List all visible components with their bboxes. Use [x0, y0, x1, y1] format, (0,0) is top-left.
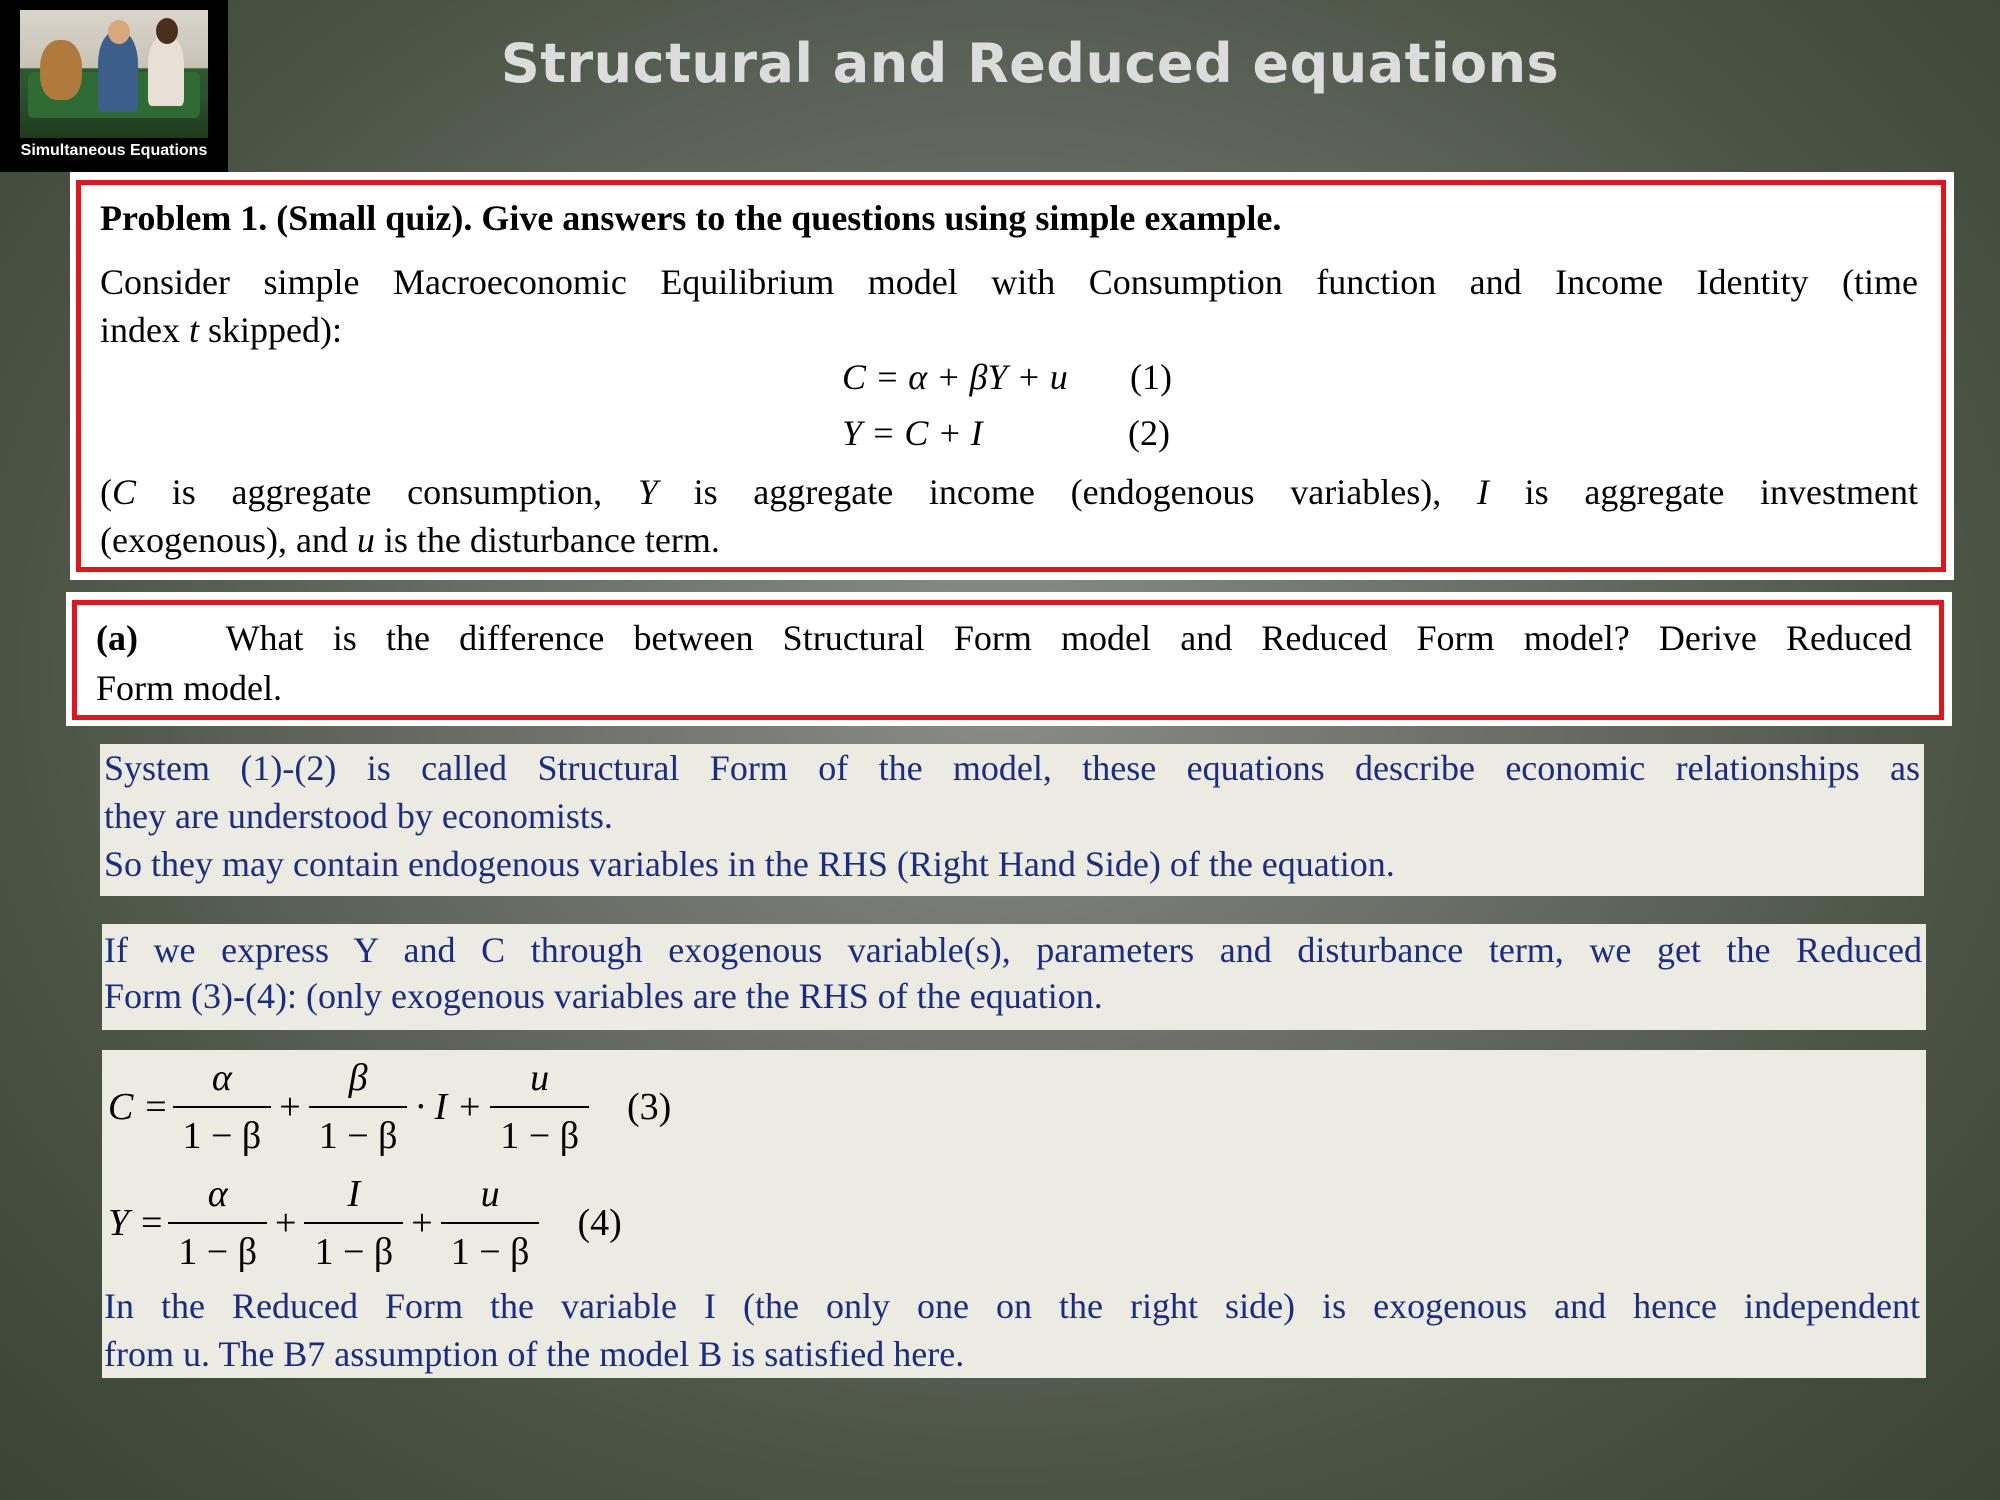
man-head-shape	[108, 20, 130, 44]
eq4-term1-num: α	[168, 1172, 267, 1224]
intro-var-t: t	[188, 310, 199, 350]
eq3-term2-den: 1 − β	[318, 1115, 398, 1157]
eq3-term1-den: 1 − β	[182, 1115, 262, 1157]
conclusion-line2: from u. The B7 assumption of the model B is satisfied here.	[104, 1334, 965, 1374]
eq4-plus1: +	[275, 1202, 297, 1244]
eq4-term2-num: I	[304, 1172, 403, 1224]
slide-title: Structural and Reduced equations	[500, 32, 1560, 95]
question-a-text: What is the difference between Structural Form model and Reduced Form model? Derive Reduced	[225, 618, 1912, 658]
intro-text-b: skipped):	[199, 310, 342, 350]
equation-2-number: (2)	[1128, 413, 1170, 453]
eq4-term1	[168, 1172, 267, 1274]
def-var-u: u	[356, 520, 375, 560]
eq3-plus1: +	[279, 1086, 301, 1128]
eq3-term3-den: 1 − β	[500, 1115, 580, 1157]
question-a-line2: Form model.	[96, 668, 282, 708]
logo	[0, 0, 228, 172]
intro-text-a: index	[100, 310, 189, 350]
problem-definitions-line1	[100, 468, 1918, 516]
eq3-term3-num: u	[490, 1056, 589, 1108]
conclusion-line1: In the Reduced Form the variable I (the only one on the right side) is exogenous and hence independent	[104, 1286, 1920, 1326]
eq4-term2-den: 1 − β	[314, 1231, 394, 1273]
eq1-lhs: C	[842, 357, 867, 397]
def-var-y: Y	[637, 472, 658, 512]
logo-caption: Simultaneous Equations	[20, 142, 208, 159]
problem-intro-line2	[100, 306, 1918, 354]
eq1-rhs: = α + βY + u	[875, 357, 1068, 397]
eq4-term3	[441, 1172, 540, 1274]
eq3-term1	[173, 1056, 272, 1158]
eq3-term1-num: α	[173, 1056, 272, 1108]
eq3-mult-i: · I +	[415, 1086, 483, 1128]
equation-1	[842, 356, 1068, 398]
eq2-lhs: Y	[842, 413, 863, 453]
question-a-line1	[96, 614, 1912, 662]
equation-1-number: (1)	[1130, 357, 1172, 397]
eq4-term3-num: u	[441, 1172, 540, 1224]
teddy-bear-shape	[40, 40, 82, 100]
equation-3	[108, 1056, 671, 1158]
problem-intro-line1: Consider simple Macroeconomic Equilibrium model with Consumption function and Income Identity (time	[100, 262, 1918, 302]
eq4-term2	[304, 1172, 403, 1274]
eq4-term1-den: 1 − β	[178, 1231, 258, 1273]
answer-structural-line3: So they may contain endogenous variables in the RHS (Right Hand Side) of the equation.	[104, 844, 1395, 884]
def-var-i: I	[1476, 472, 1489, 512]
eq4-lhs: Y =	[108, 1202, 165, 1244]
problem-heading: Problem 1. (Small quiz). Give answers to the questions using simple example.	[100, 198, 1282, 238]
answer-reduced-line2: Form (3)-(4): (only exogenous variables are the RHS of the equation.	[104, 976, 1103, 1016]
answer-structural-line1: System (1)-(2) is called Structural Form of the model, these equations describe economic relationships as	[104, 748, 1920, 788]
def-text-c: is aggregate income (endogenous variables),	[657, 472, 1477, 512]
woman-head-shape	[156, 18, 178, 44]
eq3-term3	[490, 1056, 589, 1158]
def-text-b: is aggregate consumption,	[136, 472, 638, 512]
def-var-c: C	[112, 472, 137, 512]
eq4-number: (4)	[577, 1202, 622, 1244]
eq3-lhs: C =	[108, 1086, 169, 1128]
equation-2	[842, 412, 983, 454]
def2-text-b: is the disturbance term.	[374, 520, 720, 560]
eq4-plus2: +	[411, 1202, 433, 1244]
equation-4	[108, 1172, 622, 1274]
def-text-d: is aggregate investment	[1488, 472, 1918, 512]
eq3-term2	[309, 1056, 408, 1158]
woman-shape	[148, 36, 184, 106]
problem-definitions-line2	[100, 516, 1918, 564]
answer-structural-line2: they are understood by economists.	[104, 796, 613, 836]
def2-text-a: (exogenous), and	[100, 520, 357, 560]
eq3-term2-num: β	[309, 1056, 408, 1108]
question-a-label: (a)	[96, 618, 138, 658]
eq3-number: (3)	[627, 1086, 672, 1128]
def-paren: (	[100, 472, 112, 512]
answer-reduced-line1: If we express Y and C through exogenous variable(s), parameters and disturbance term, we get the Reduced	[104, 930, 1922, 970]
man-shape	[98, 32, 138, 112]
logo-image	[20, 10, 208, 138]
eq2-rhs: = C + I	[871, 413, 983, 453]
eq4-term3-den: 1 − β	[450, 1231, 530, 1273]
